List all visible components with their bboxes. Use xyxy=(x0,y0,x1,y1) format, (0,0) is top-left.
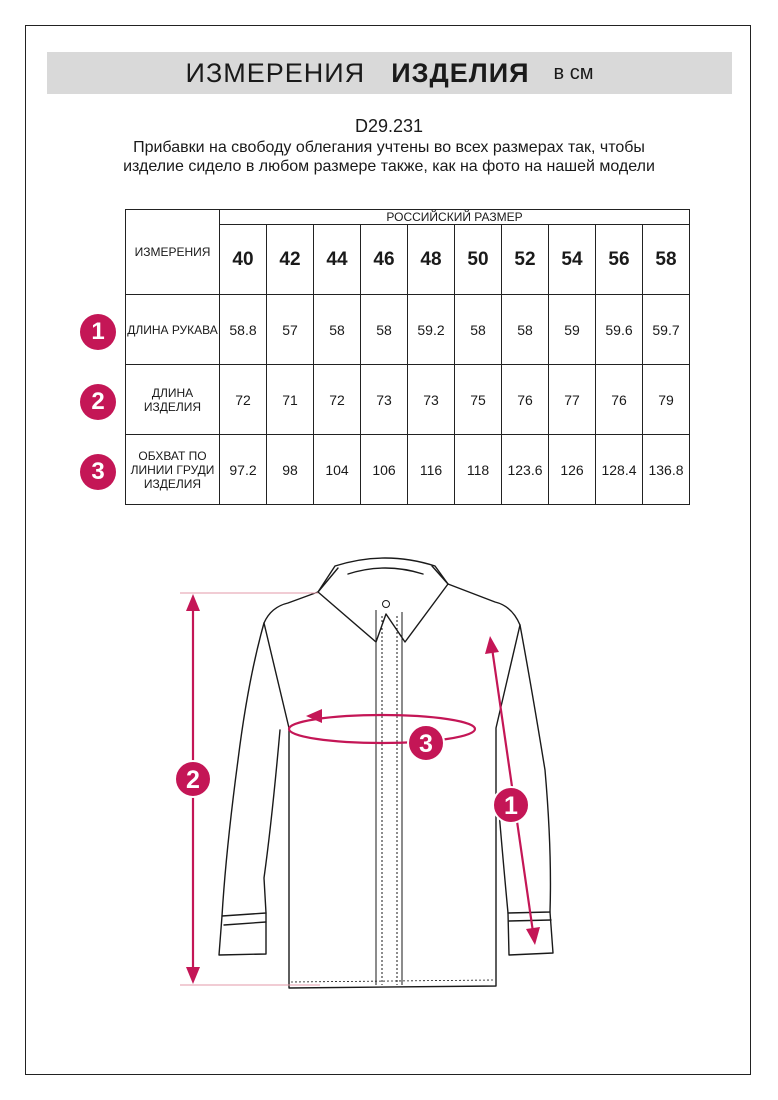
size-cell: 42 xyxy=(267,225,314,295)
size-cell: 44 xyxy=(314,225,361,295)
value-cell: 58 xyxy=(502,295,549,365)
size-table xyxy=(125,209,690,505)
shirt-body-outline xyxy=(264,584,520,988)
value-cell: 76 xyxy=(596,365,643,435)
size-cell: 48 xyxy=(408,225,455,295)
value-cell: 59.2 xyxy=(408,295,455,365)
size-system-header: РОССИЙСКИЙ РАЗМЕР xyxy=(220,210,690,225)
marker-2-icon xyxy=(175,761,211,797)
collar-outline xyxy=(318,558,448,642)
size-cell: 58 xyxy=(643,225,690,295)
shirt-diagram xyxy=(0,540,778,1000)
value-cell: 58 xyxy=(314,295,361,365)
value-cell: 58 xyxy=(361,295,408,365)
size-cell: 54 xyxy=(549,225,596,295)
value-cell: 104 xyxy=(314,435,361,505)
value-cell: 73 xyxy=(361,365,408,435)
marker-3-icon xyxy=(408,725,444,761)
value-cell: 72 xyxy=(220,365,267,435)
size-cell: 50 xyxy=(455,225,502,295)
row-label-garment-length: ДЛИНА ИЗДЕЛИЯ xyxy=(126,365,220,435)
value-cell: 77 xyxy=(549,365,596,435)
svg-text:3: 3 xyxy=(419,730,433,758)
value-cell: 123.6 xyxy=(502,435,549,505)
value-cell: 98 xyxy=(267,435,314,505)
title-banner xyxy=(47,52,732,94)
title-measurements: ИЗМЕРЕНИЯ xyxy=(185,57,366,88)
value-cell: 57 xyxy=(267,295,314,365)
value-cell: 75 xyxy=(455,365,502,435)
value-cell: 76 xyxy=(502,365,549,435)
product-code: D29.231 xyxy=(354,116,424,136)
value-cell: 72 xyxy=(314,365,361,435)
title-garment: ИЗДЕЛИЯ xyxy=(391,57,530,88)
svg-text:1: 1 xyxy=(504,792,518,820)
value-cell: 59.7 xyxy=(643,295,690,365)
measure-header: ИЗМЕРЕНИЯ xyxy=(126,210,220,295)
badge-sleeve-length: 1 xyxy=(80,314,116,350)
value-cell: 136.8 xyxy=(643,435,690,505)
table-row xyxy=(126,365,690,435)
left-cuff-outline xyxy=(219,913,266,955)
value-cell: 71 xyxy=(267,365,314,435)
value-cell: 59 xyxy=(549,295,596,365)
row-label-chest-girth: ОБХВАТ ПО ЛИНИИ ГРУДИ ИЗДЕЛИЯ xyxy=(126,435,220,505)
svg-text:2: 2 xyxy=(186,766,200,794)
size-cell: 40 xyxy=(220,225,267,295)
table-row xyxy=(126,435,690,505)
badge-chest-girth: 3 xyxy=(80,454,116,490)
title-unit: в см xyxy=(553,61,594,84)
size-cell: 56 xyxy=(596,225,643,295)
badge-garment-length: 2 xyxy=(80,384,116,420)
value-cell: 79 xyxy=(643,365,690,435)
fit-note: Прибавки на свободу облегания учтены во всех размерах так, чтобы изделие сидело в любом размере также, как на фото на нашей модели xyxy=(123,139,655,175)
left-sleeve-outline xyxy=(222,623,280,916)
value-cell: 58.8 xyxy=(220,295,267,365)
value-cell: 116 xyxy=(408,435,455,505)
value-cell: 106 xyxy=(361,435,408,505)
table-row xyxy=(126,295,690,365)
value-cell: 59.6 xyxy=(596,295,643,365)
row-label-sleeve-length: ДЛИНА РУКАВА xyxy=(126,295,220,365)
value-cell: 126 xyxy=(549,435,596,505)
marker-1-icon xyxy=(493,787,529,823)
value-cell: 58 xyxy=(455,295,502,365)
placket xyxy=(376,610,402,985)
button-icon xyxy=(383,601,390,608)
size-cell: 52 xyxy=(502,225,549,295)
value-cell: 118 xyxy=(455,435,502,505)
value-cell: 73 xyxy=(408,365,455,435)
size-cell: 46 xyxy=(361,225,408,295)
value-cell: 97.2 xyxy=(220,435,267,505)
value-cell: 128.4 xyxy=(596,435,643,505)
